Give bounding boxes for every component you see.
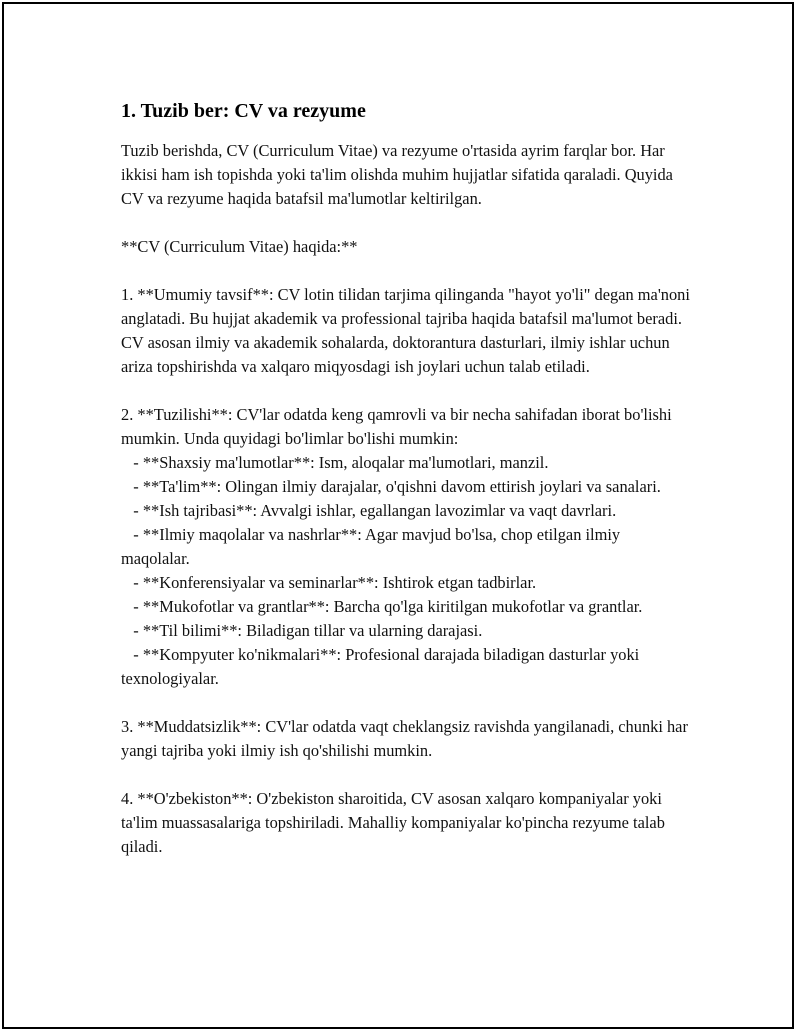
paragraph-spacer [121,691,691,715]
paragraph-spacer [121,211,691,235]
cv-section-heading: **CV (Curriculum Vitae) haqida:** [121,237,358,256]
duration-paragraph: 3. **Muddatsizlik**: CV'lar odatda vaqt cheklangsiz ravishda yangilanadi, chunki har yangi tajriba yoki ilmiy ish qo'shilishi mumkin. [121,717,693,760]
paragraph-spacer [121,379,691,403]
uzbekistan-paragraph: 4. **O'zbekiston**: O'zbekiston sharoitida, CV asosan xalqaro kompaniyalar yoki ta'lim muassasalariga topshiriladi. Mahalliy kompaniyalar ko'pincha rezyume talab qiladi. [121,789,670,856]
general-description-paragraph: 1. **Umumiy tavsif**: CV lotin tilidan tarjima qilinganda "hayot yo'li" degan ma'noni anglatadi. Bu hujjat akademik va professional tajriba haqida batafsil ma'lumot beradi. CV asosan ilmiy va akademik sohalarda, doktorantura dasturlari, ilmiy ishlar uchun ariza topshirishda va xalqaro miqyosdagi ish joylari uchun talab etiladi. [121,285,695,376]
document-title: 1. Tuzib ber: CV va rezyume [121,100,366,122]
structure-paragraph: 2. **Tuzilishi**: CV'lar odatda keng qamrovli va bir necha sahifadan iborat bo'lishi mumkin. Unda quyidagi bo'limlar bo'lishi mumkin: - **Shaxsiy ma'lumotlar**: Ism, aloqalar ma'lumotlari, manzil. - **Ta'lim**: Olingan ilmiy darajalar, o'qishni davom ettirish joylari va sanalari. - **Ish tajribasi**: Avvalgi ishlar, egallangan lavozimlar va vaqt davrlari. - **Ilmiy maqolalar va nashrlar**: Agar mavjud bo'lsa, chop etilgan ilmiy maqolalar. - **Konferensiyalar va seminarlar**: Ishtirok etgan tadbirlar. - **Mukofotlar va grantlar**: Barcha qo'lga kiritilgan mukofotlar va grantlar. - **Til bilimi**: Biladigan tillar va ularning darajasi. - **Kompyuter ko'nikmalari**: Profesional darajada biladigan dasturlar yoki texnologiyalar. [121,405,672,688]
document-page [2,2,794,1029]
document-body [121,97,695,859]
paragraph-spacer [121,259,691,283]
paragraph-spacer [121,763,691,787]
intro-paragraph: Tuzib berishda, CV (Curriculum Vitae) va rezyume o'rtasida ayrim farqlar bor. Har ikkisi ham ish topishda yoki ta'lim olishda muhim hujjatlar sifatida qaraladi. Quyida CV va rezyume haqida batafsil ma'lumotlar keltirilgan. [121,141,678,208]
